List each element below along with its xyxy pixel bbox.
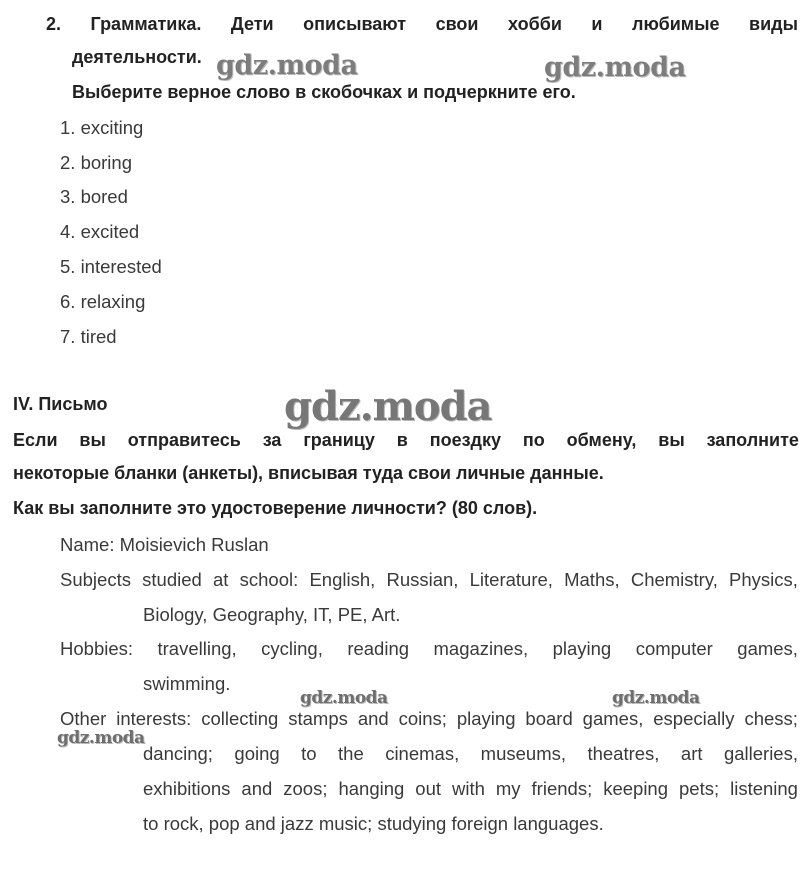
section2-instruction: Выберите верное слово в скобочках и подчеркните его. bbox=[72, 82, 576, 102]
section4-paragraph-line1 bbox=[13, 428, 799, 452]
form-other-line4: to rock, pop and jazz music; studying foreign languages. bbox=[143, 813, 604, 834]
watermark-logo: gdz.moda bbox=[300, 688, 388, 708]
word: magazines, bbox=[433, 638, 529, 659]
word: to bbox=[301, 743, 317, 764]
word: и bbox=[591, 14, 603, 34]
word: theatres, bbox=[587, 743, 660, 764]
watermark-logo: gdz.moda bbox=[284, 383, 492, 430]
word: games, bbox=[737, 638, 798, 659]
word: stamps bbox=[288, 708, 348, 729]
answer-item: 7. tired bbox=[60, 326, 117, 347]
word: school: bbox=[239, 569, 299, 590]
word: вы bbox=[658, 430, 685, 450]
word: especially bbox=[653, 708, 735, 729]
word: Physics, bbox=[729, 569, 798, 590]
form-other-line1 bbox=[60, 707, 798, 731]
watermark-logo: gdz.moda bbox=[544, 52, 686, 83]
word: поездку bbox=[429, 430, 501, 450]
word: interests: bbox=[116, 708, 192, 729]
word: 2. bbox=[46, 14, 62, 34]
word: Russian, bbox=[386, 569, 459, 590]
word: Subjects bbox=[60, 569, 131, 590]
word: playing bbox=[552, 638, 612, 659]
word: описывают bbox=[303, 14, 407, 34]
word: museums, bbox=[480, 743, 566, 764]
word: свои bbox=[435, 14, 479, 34]
word: exhibitions bbox=[143, 778, 231, 799]
section4-task-question: Как вы заполните это удостоверение личности? (80 слов). bbox=[13, 498, 538, 518]
word: art bbox=[680, 743, 703, 764]
word: studied bbox=[142, 569, 202, 590]
word: keeping bbox=[603, 778, 669, 799]
word: my bbox=[495, 778, 521, 799]
word: games, bbox=[582, 708, 644, 729]
word: English, bbox=[309, 569, 376, 590]
word: Chemistry, bbox=[630, 569, 718, 590]
word: listening bbox=[730, 778, 798, 799]
word: and bbox=[357, 708, 389, 729]
word: coins; bbox=[398, 708, 447, 729]
answer-item: 1. exciting bbox=[60, 117, 144, 138]
word: Если bbox=[13, 430, 58, 450]
word: cinemas, bbox=[385, 743, 460, 764]
word: вы bbox=[79, 430, 106, 450]
word: заполните bbox=[706, 430, 799, 450]
form-other-line2 bbox=[143, 742, 798, 766]
watermark-logo: gdz.moda bbox=[57, 728, 145, 748]
section4-title: IV. Письмо bbox=[13, 394, 108, 414]
word: friends; bbox=[531, 778, 593, 799]
word: Other bbox=[60, 708, 107, 729]
word: обмену, bbox=[566, 430, 637, 450]
answer-item: 4. excited bbox=[60, 221, 140, 242]
word: galleries, bbox=[723, 743, 798, 764]
word: в bbox=[396, 430, 408, 450]
word: за bbox=[262, 430, 282, 450]
watermark-logo: gdz.moda bbox=[216, 50, 358, 81]
word: виды bbox=[749, 14, 798, 34]
answer-item: 5. interested bbox=[60, 256, 162, 277]
word: zoos; bbox=[283, 778, 328, 799]
word: reading bbox=[347, 638, 410, 659]
word: out bbox=[415, 778, 442, 799]
watermark-logo: gdz.moda bbox=[612, 688, 700, 708]
form-hobbies-line2: swimming. bbox=[143, 673, 231, 694]
word: хобби bbox=[508, 14, 562, 34]
form-name-line: Name: Moisievich Ruslan bbox=[60, 534, 269, 555]
word: Дети bbox=[230, 14, 274, 34]
word: with bbox=[452, 778, 485, 799]
word: Maths, bbox=[564, 569, 620, 590]
section2-heading-line1 bbox=[46, 12, 798, 36]
word: Hobbies: bbox=[60, 638, 134, 659]
section2-heading-line2: деятельности. bbox=[72, 47, 202, 67]
form-subjects-line2: Biology, Geography, IT, PE, Art. bbox=[143, 604, 401, 625]
word: going bbox=[234, 743, 280, 764]
word: границу bbox=[303, 430, 375, 450]
word: Literature, bbox=[469, 569, 553, 590]
word: hanging bbox=[338, 778, 405, 799]
form-other-line3 bbox=[143, 777, 798, 801]
word: любимые bbox=[632, 14, 720, 34]
answer-item: 2. boring bbox=[60, 152, 132, 173]
word: chess; bbox=[744, 708, 798, 729]
word: playing bbox=[456, 708, 516, 729]
word: travelling, bbox=[157, 638, 237, 659]
word: отправитесь bbox=[127, 430, 241, 450]
word: dancing; bbox=[143, 743, 213, 764]
word: the bbox=[338, 743, 364, 764]
form-subjects-line1 bbox=[60, 568, 798, 592]
answer-item: 6. relaxing bbox=[60, 291, 146, 312]
word: cycling, bbox=[261, 638, 323, 659]
answer-item: 3. bored bbox=[60, 186, 128, 207]
word: board bbox=[525, 708, 573, 729]
word: Грамматика. bbox=[90, 14, 202, 34]
word: at bbox=[213, 569, 229, 590]
word: по bbox=[522, 430, 545, 450]
word: computer bbox=[635, 638, 713, 659]
form-hobbies-line1 bbox=[60, 637, 798, 661]
word: pets; bbox=[679, 778, 720, 799]
word: collecting bbox=[201, 708, 279, 729]
section4-paragraph-line2: некоторые бланки (анкеты), вписывая туда свои личные данные. bbox=[13, 463, 604, 483]
word: and bbox=[241, 778, 273, 799]
